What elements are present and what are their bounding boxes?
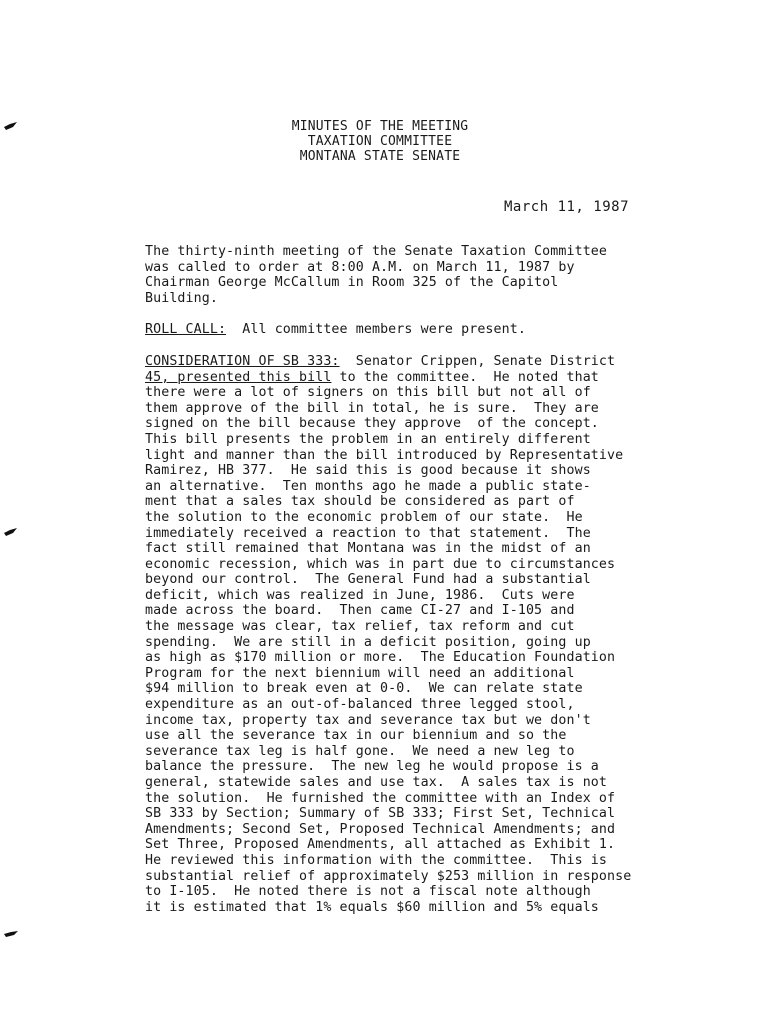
text-line: the solution to the economic problem of our state. He — [145, 509, 583, 525]
text-line: Ramirez, HB 377. He said this is good because it shows — [145, 463, 591, 479]
consideration-text: to the committee. He noted that — [331, 369, 599, 385]
text-line: light and manner than the bill introduced by Representative — [145, 447, 624, 463]
text-line: Building. — [145, 290, 218, 306]
binder-hole-mark — [4, 528, 18, 535]
consideration-paragraph — [145, 354, 755, 915]
text-line: there were a lot of signers on this bill but not all of — [145, 385, 591, 401]
binder-hole-mark — [4, 930, 18, 937]
header-senate: MONTANA STATE SENATE — [299, 149, 461, 164]
header-committee: TAXATION COMMITTEE — [307, 134, 453, 149]
text-line: economic recession, which was in part due to circumstances — [145, 556, 616, 572]
text-line: signed on the bill because they approve of the concept. — [145, 416, 599, 432]
text-line: substantial relief of approximately $253 million in response — [145, 868, 632, 884]
consideration-district: 45, presented this bill — [145, 369, 332, 385]
text-line: The thirty-ninth meeting of the Senate Taxation Committee — [145, 244, 608, 259]
text-line: Program for the next biennium will need an additional — [145, 665, 575, 681]
text-line: was called to order at 8:00 A.M. on March 11, 1987 by — [145, 259, 575, 275]
text-line: as high as $170 million or more. The Education Foundation — [145, 650, 616, 666]
text-line: use all the severance tax in our biennium and so the — [145, 728, 567, 744]
roll-call-text: All committee members were present. — [226, 322, 526, 338]
text-line: This bill presents the problem in an entirely different — [145, 431, 591, 447]
text-line: income tax, property tax and severance tax but we don't — [145, 712, 591, 728]
text-line: He reviewed this information with the committee. This is — [145, 852, 608, 868]
text-line: them approve of the bill in total, he is sure. They are — [145, 400, 599, 416]
binder-hole-mark — [4, 122, 18, 129]
text-line: general, statewide sales and use tax. A sales tax is not — [145, 775, 608, 790]
text-line: made across the board. Then came CI-27 and I-105 and — [145, 603, 575, 619]
text-line: $94 million to break even at 0-0. We can relate state — [145, 681, 583, 697]
text-line: spending. We are still in a deficit position, going up — [145, 634, 591, 650]
intro-paragraph — [145, 244, 755, 306]
text-line: immediately received a reaction to that statement. The — [145, 525, 591, 541]
text-line: to I-105. He noted there is not a fiscal note although — [145, 884, 591, 900]
minutes-body — [145, 244, 755, 931]
text-line: Set Three, Proposed Amendments, all attached as Exhibit 1. — [145, 837, 616, 853]
consideration-sponsor: Senator Crippen, Senate District — [339, 353, 616, 369]
text-line: an alternative. Ten months ago he made a public state- — [145, 478, 591, 494]
header-title: MINUTES OF THE MEETING — [291, 119, 469, 134]
text-line: Chairman George McCallum in Room 325 of the Capitol — [145, 275, 559, 291]
roll-call-paragraph — [145, 322, 755, 338]
text-line: the solution. He furnished the committee with an Index of — [145, 790, 616, 806]
text-line: balance the pressure. The new leg he would propose is a — [145, 759, 599, 775]
meeting-date: March 11, 1987 — [504, 199, 630, 215]
document-header — [230, 119, 530, 164]
text-line: expenditure as an out-of-balanced three legged stool, — [145, 697, 575, 713]
text-line: beyond our control. The General Fund had a substantial — [145, 572, 591, 588]
text-line: the message was clear, tax relief, tax reform and cut — [145, 619, 575, 635]
text-line: it is estimated that 1% equals $60 million and 5% equals — [145, 899, 599, 915]
text-line: Amendments; Second Set, Proposed Technical Amendments; and — [145, 821, 616, 837]
text-line: ment that a sales tax should be considered as part of — [145, 494, 575, 510]
consideration-label: CONSIDERATION OF SB 333: — [145, 353, 340, 369]
text-line: severance tax leg is half gone. We need a new leg to — [145, 743, 575, 759]
text-line: SB 333 by Section; Summary of SB 333; First Set, Technical — [145, 806, 616, 822]
roll-call-label: ROLL CALL: — [145, 322, 227, 338]
text-line: deficit, which was realized in June, 1986. Cuts were — [145, 587, 575, 603]
text-line: fact still remained that Montana was in the midst of an — [145, 541, 591, 557]
